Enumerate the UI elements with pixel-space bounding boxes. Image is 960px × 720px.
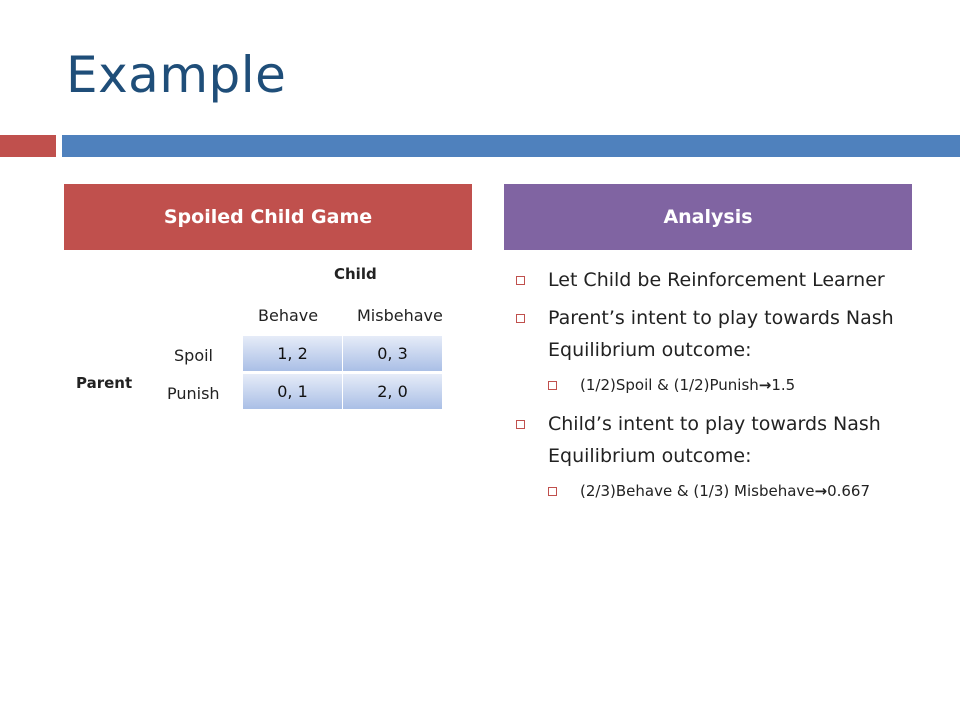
spoiled-child-game-header: Spoiled Child Game [64, 184, 472, 250]
payoff-cell-punish-behave: 0, 1 [243, 374, 343, 410]
arrow-icon: → [758, 376, 772, 394]
payoff-cell-spoil-behave: 1, 2 [243, 336, 343, 372]
bullet-item [516, 302, 916, 366]
slide-title: Example [66, 46, 287, 104]
bullet-item [516, 264, 916, 296]
analysis-bullets [516, 264, 916, 514]
bullet-text: Child’s intent to play towards Nash Equilibrium outcome: [548, 413, 881, 467]
bullet-box-icon [516, 420, 525, 429]
title-rule-blue [62, 135, 960, 157]
row-player-label: Parent [76, 374, 133, 392]
bullet-box-icon [516, 276, 525, 285]
bullet-box-icon [516, 314, 525, 323]
analysis-header: Analysis [504, 184, 912, 250]
bullet-box-icon [548, 487, 557, 496]
sub-bullet-value: 1.5 [771, 376, 796, 394]
col-label-behave: Behave [258, 306, 319, 325]
sub-bullet-text: (1/2)Spoil & (1/2)Punish [580, 376, 759, 394]
bullet-text: Let Child be Reinforcement Learner [548, 269, 885, 291]
col-label-misbehave: Misbehave [357, 306, 443, 325]
bullet-box-icon [548, 381, 557, 390]
bullet-text: Parent’s intent to play towards Nash Equilibrium outcome: [548, 307, 894, 361]
payoff-cell-punish-misbehave: 2, 0 [343, 374, 443, 410]
title-rule-red [0, 135, 56, 157]
sub-bullet-item [548, 372, 916, 398]
sub-bullet-value: 0.667 [827, 482, 871, 500]
payoff-cell-spoil-misbehave: 0, 3 [343, 336, 443, 372]
sub-bullet-text: (2/3)Behave & (1/3) Misbehave [580, 482, 815, 500]
sub-bullet-item [548, 478, 916, 504]
row-label-spoil: Spoil [174, 346, 213, 365]
col-player-label: Child [334, 265, 377, 283]
row-label-punish: Punish [167, 384, 220, 403]
bullet-item [516, 408, 916, 472]
arrow-icon: → [814, 482, 828, 500]
